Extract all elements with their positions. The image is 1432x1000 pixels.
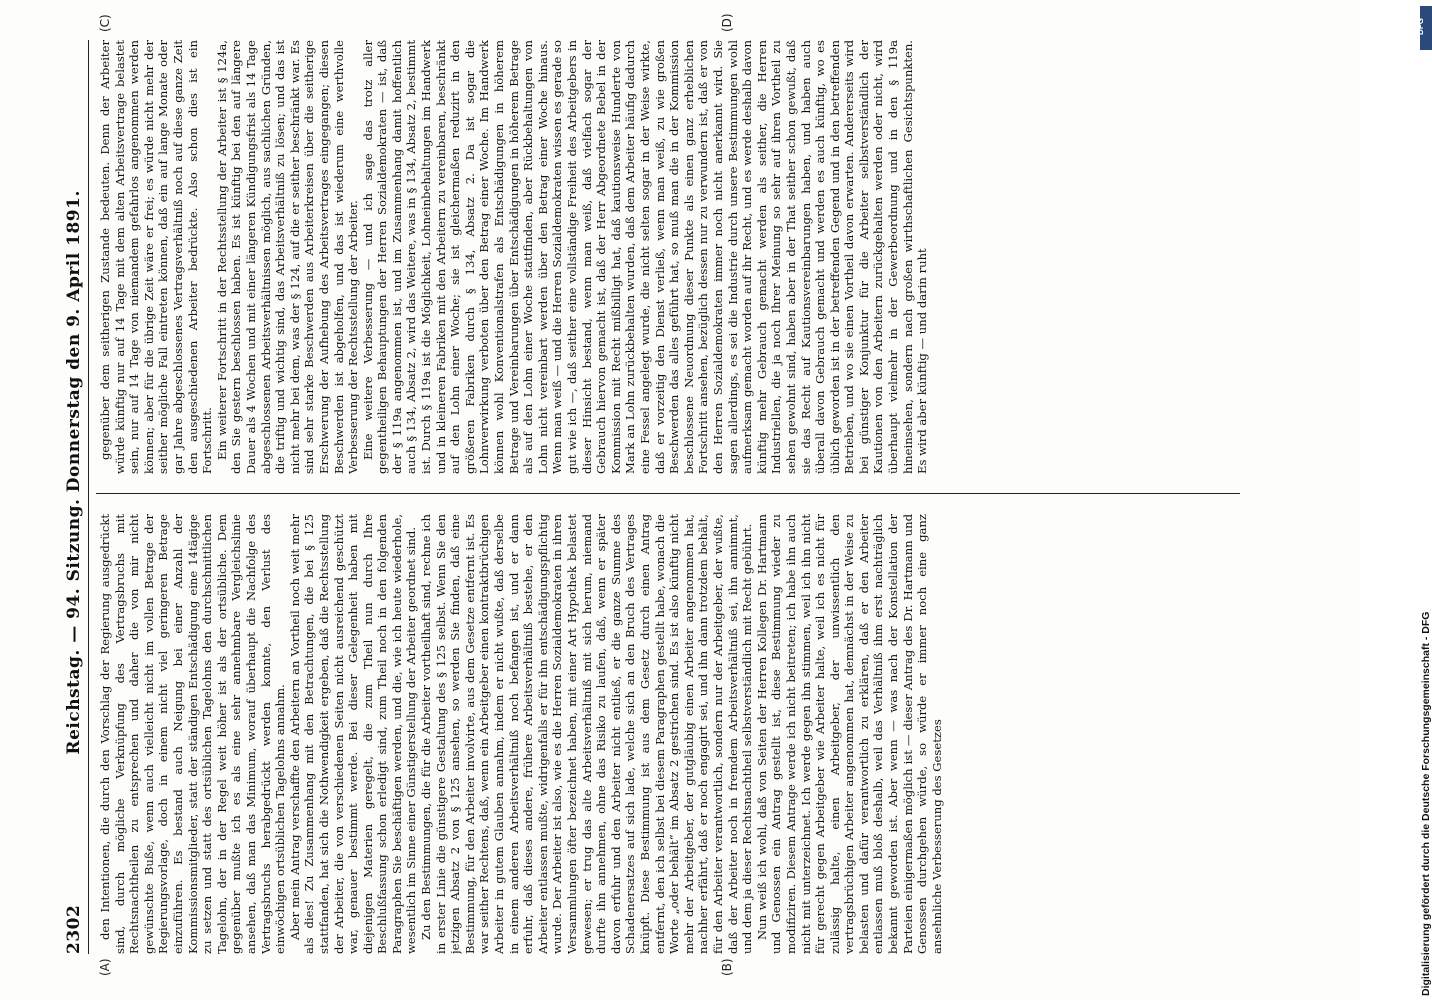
dfg-funding-note: Digitalisierung gefördert durch die Deutsche Forschungsgemeinschaft - DFG	[1420, 611, 1432, 996]
dfg-logo	[1415, 6, 1432, 50]
paragraph: gegenüber dem seitherigen Zustande bedeuten. Denn der Arbeiter würde künftig nur auf 14 Tage mit dem alten Arbeitsvertrage belastet sein, nur auf 14 Tage von niemandem gefahrlos angenommen werden können; aber für die übrige Zeit wäre er frei; es würde nicht mehr der seither mögliche Fall eintreten können, daß ein auf lange Monate oder gar Jahre abgeschlossenes Vertragsverhältniß noch auf diese ganze Zeit den ausgeschiedenen Arbeiter bedrückte. Also schon dies ist ein Fortschritt.	[98, 40, 215, 474]
left-text-column	[98, 514, 1250, 954]
dfg-logo-text: DFG	[1415, 18, 1425, 35]
paragraph: Nun weiß ich wohl, daß von Seiten der Herren Kollegen Dr. Hartmann und Genossen ein Antrag gestellt ist, diese Bestimmung wieder zu modifiziren. Diesem Antrage werde ich nicht beitreten; ich habe ihn auch nicht mit unterzeichnet. Ich werde gegen ihn stimmen, weil ich ihn nicht für gerecht gegen Arbeitgeber wie Arbeiter halte, weil ich es nicht für zulässig halte, einen Arbeitgeber, der unwissentlich den vertragsbrüchigen Arbeiter angenommen hat, demnächst in der Weise zu belasten und dafür verantwortlich zu erklären, daß er den Arbeiter entlassen muß bloß deshalb, weil das Verhältniß ihm erst nachträglich bekannt geworden ist. Aber wenn — was nach der Konstellation der Parteien einigermaßen möglich ist — dieser Antrag des Dr. Hartmann und Genossen durchgehen würde, so würde er immer noch eine ganz ansehnliche Verbesserung des Gesetzes	[754, 514, 944, 954]
right-text-column	[98, 40, 1250, 474]
margin-marker-d: (D)	[720, 13, 734, 32]
paragraph: Zu den Bestimmungen, die für die Arbeiter vortheilhaft sind, rechne ich in erster Linie die günstigere Gestaltung des § 125 selbst. Wenn Sie den jetzigen Absatz 2 von § 125 ansehen, so werden Sie finden, daß eine Bestimmung, für den Arbeiter involvirte, aus dem Gesetze entfernt ist. Es war seither Rechtens, daß, wenn ein Arbeitgeber einen kontraktbrüchigen Arbeiter in gutem Glauben annahm, indem er nicht wußte, daß derselbe in einem anderen Arbeitsverhältniß noch befangen ist, und er dann erfuhr, daß dieses andere, frühere Arbeitsverhältniß bestehe, er den Arbeiter entlassen mußte, widrigenfalls er für ihn entschädigungspflichtig wurde. Der Arbeiter ist also, wie es die Herren Sozialdemokraten in ihren Versammlungen öfter bezeichnet haben, mit einer Art Hypothek belastet gewesen; er trug das alte Arbeitsverhältniß mit sich herum, niemand durfte ihn annehmen, ohne das Risiko zu laufen, daß, wenn er später davon erfuhr und den Arbeiter nicht entließ, er die ganze Summe des Schadenersatzes auf sich lade, welche sich an den Bruch des Vertrages knüpft. Diese Bestimmung ist aus dem Gesetz durch einen Antrag entfernt, den ich selbst bei diesem Paragraphen gestellt habe, wonach die Worte „oder behält“ im Absatz 2 gestrichen sind. Es ist also künftig nicht mehr der Arbeitgeber, der gutgläubig einen Arbeiter angenommen hat, nachher erfährt, daß er noch engagirt sei, und ihn dann trotzdem behält, für den Arbeiter verantwortlich, sondern nur der Arbeitgeber, der wußte, daß der Arbeiter noch in fremdem Arbeitsverhältniß sei, ihn annimmt, und dem ja dieser Rechtsnachtheil selbstverständlich mit Recht gebührt.	[419, 514, 755, 954]
page-number: 2302	[64, 904, 84, 954]
margin-marker-b: (B)	[720, 958, 734, 976]
paragraph: Ein weiterer Fortschritt in der Rechtsstellung der Arbeiter ist § 124a, den Sie gestern beschlossen haben. Es ist künftig bei den auf längere Dauer als 4 Wochen und mit einer längeren Kündigungsfrist als 14 Tage abgeschlossenen Arbeitsverhältnissen möglich, aus sachlichen Gründen, die triftig und wichtig sind, das Arbeitsverhältniß zu lösen; und das ist nicht mehr bei dem, was der § 124, auf die er seither beschränkt war. Es sind sehr starke Beschwerden aus Arbeiterkreisen über die seitherige Erschwerung der Aufhebung des Arbeitsvertrages eingegangen; diesen Beschwerden ist abgeholfen, und das ist wiederum eine werthvolle Verbesserung der Rechtsstellung der Arbeiter.	[214, 40, 361, 474]
header-title: Reichstag. — 94. Sitzung. Donnerstag den 9. April 1891.	[64, 190, 84, 755]
margin-marker-c: (C)	[98, 14, 112, 32]
paragraph: Eine weitere Verbesserung — und ich sage das trotz aller gegentheiligen Behauptungen der Herren Sozialdemokraten — ist, daß der § 119a angenommen ist, und im Zusammenhang damit hoffentlich auch § 134, Absatz 2, wird das Weitere, was in § 134, Absatz 2, bestimmt ist. Durch § 119a ist die Möglichkeit, Lohneinbehaltungen im Handwerk und in kleineren Fabriken mit den Arbeitern zu vereinbaren, beschränkt auf den Lohn einer Woche; sie ist gleichermaßen reduzirt in den größeren Fabriken durch § 134, Absatz 2. Da ist sogar die Lohnverwirkung verboten über den Betrag einer Woche. Im Handwerk können wohl Konventionalstrafen als Entschädigungen in höherem Betrage und Vereinbarungen über Entschädigungen in höherem Betrage als auf den Lohn einer Woche stattfinden, aber Rückbehaltungen von Lohn nicht vereinbart werden über den Betrag einer Woche hinaus. Wenn man weiß — und die Herren Sozialdemokraten wissen es gerade so gut wie ich —, daß seither eine vollständige Freiheit des Arbeitgebers in dieser Hinsicht bestand, wenn man weiß, daß vielfach sogar der Gebrauch hiervon gemacht ist, daß der Herr Abgeordnete Bebel in der Kommission mit Recht mißbilligt hat, daß kautionsweise Hunderte von Mark an Lohn zurückbehalten wurden, daß dem Arbeiter häufig dadurch eine Fessel angelegt wurde, die nicht selten sogar in der Weise wirkte, daß er vorzeitig den Dienst verließ, wenn man weiß, zu wie großen Beschwerden das alles geführt hat, so muß man die in der Kommission beschlossene Neuordnung dieser Punkte als einen ganz erheblichen Fortschritt ansehen, bezüglich dessen nur zu verwundern ist, daß er von den Herren Sozialdemokraten immer noch nicht anerkannt wird. Sie sagen allerdings, es sei die Industrie durch unsere Bestimmungen wohl aufmerksam gemacht worden auf ihr Recht, und es werde deshalb davon künftig mehr Gebrauch gemacht werden als seither, die Herren Industriellen, die ja noch Ihrer Meinung so sehr auf ihren Vortheil zu sehen gewohnt sind, haben aber in der That seither schon gewußt, daß sie das Recht auf Kautionsvereinbarungen haben, und haben auch überall davon Gebrauch gemacht und werden es auch künftig, wo es üblich geworden ist in der betreffenden Gegend und in den betreffenden Betrieben, und wo sie einen Vortheil davon erwarten. Andererseits wird bei günstiger Konjunktur für die Arbeiter selbstverständlich der Kautionen von den Arbeitern zurückgehalten werden oder nicht, wird überhaupt vielmehr in der Gewerbeordnung und in den § 119a hineinsehen, sondern nach großen wirthschaftlichen Gesichtspunkten. Es wird aber künftig — und darin ruht	[360, 40, 930, 474]
paragraph: Aber mein Antrag verschaffte den Arbeitern an Vortheil noch weit mehr als dies! Zu Zusammenhang mit den Betrachtungen, die bei § 125 stattfanden, hat sich die Nothwendigkeit ergeben, daß die Rechtsstellung der Arbeiter, die von verschiedenen Seiten nicht ausreichend geschützt war, genauer bestimmt werde. Bei dieser Gelegenheit haben mit diejenigen Materien geregelt, die zum Theil nun durch Ihre Beschlußfassung schon erledigt sind, zum Theil noch in den folgenden Paragraphen Sie beschäftigen werden, und die, wie ich heute wiederhole, wesentlich im Sinne einer Günstigerstellung der Arbeiter geordnet sind.	[287, 514, 419, 954]
margin-marker-a: (A)	[98, 958, 112, 976]
column-divider	[96, 493, 1240, 494]
header-rule	[88, 40, 89, 954]
page-header	[62, 40, 84, 954]
paragraph: den Intentionen, die durch den Vorschlag der Regierung ausgedrückt sind, durch mögliche Verknüpfung des Vertragsbruchs mit Rechtsnachtheilen zu entsprechen und daher die von mir nicht gewünschte Buße, wenn auch vielleicht nicht im vollen Betrage der Regierungsvorlage, doch in einem nicht viel geringeren Betrage einzuführen. Es bestand auch Neigung bei einer Anzahl der Kommissionsmitglieder, statt der ständigen Entschädigung eine 14tägige zu setzen und statt des ortsüblichen Tagelohns den durchschnittlichen Tagelohn, der in der Regel weit höher ist als der ortsübliche. Dem gegenüber mußte ich es als eine sehr annehmbare Vergleichslinie ansehen, daß man das Minimum, worauf überhaupt die Nachfolge des Vertragsbruchs herabgedrückt werden konnte, den Verlust des einwöchigen ortsüblichen Tagelohns annahm.	[98, 514, 288, 954]
